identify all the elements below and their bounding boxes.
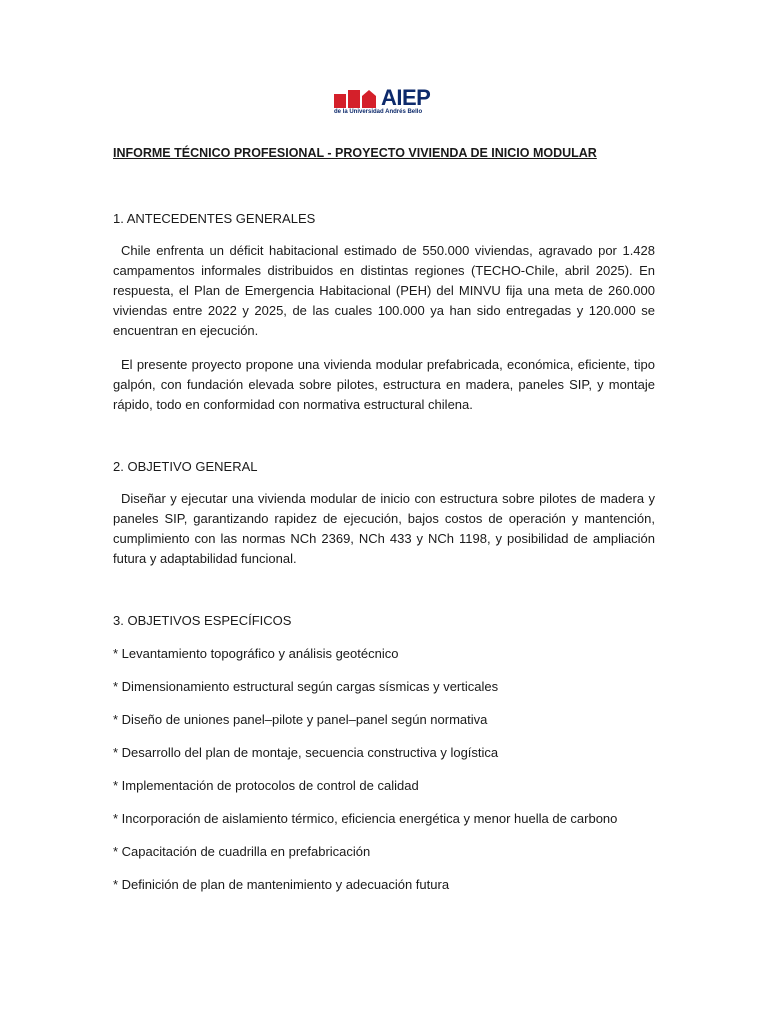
section-heading-antecedentes: 1. ANTECEDENTES GENERALES bbox=[113, 211, 316, 226]
list-item: * Levantamiento topográfico y análisis geotécnico bbox=[113, 646, 399, 661]
logo-subtitle: de la Universidad Andrés Bello bbox=[334, 109, 423, 115]
section-heading-objetivo-general: 2. OBJETIVO GENERAL bbox=[113, 459, 258, 474]
list-item: * Desarrollo del plan de montaje, secuencia constructiva y logística bbox=[113, 745, 499, 760]
list-item: * Dimensionamiento estructural según cargas sísmicas y verticales bbox=[113, 679, 499, 694]
aiep-logo-mark-icon bbox=[334, 88, 378, 108]
document-body bbox=[113, 138, 655, 895]
list-item: * Definición de plan de mantenimiento y adecuación futura bbox=[113, 877, 450, 892]
section-heading-objetivos-especificos: 3. OBJETIVOS ESPECÍFICOS bbox=[113, 613, 292, 628]
paragraph: Chile enfrenta un déficit habitacional estimado de 550.000 viviendas, agravado por 1.428 campamentos informales distribuidos en distintas regiones (TECHO-Chile, abril 2025). En respuesta, el Plan de Emergencia Habitacional (PEH) del MINVU fija una meta de 260.000 viviendas entre 2022 y 2025, de las cuales 100.000 ya han sido entregadas y 120.000 se encuentran en ejecución. bbox=[113, 243, 655, 338]
logo-wordmark: AIEP bbox=[381, 85, 431, 110]
paragraph: El presente proyecto propone una vivienda modular prefabricada, económica, eficiente, tipo galpón, con fundación elevada sobre pilotes, estructura en madera, paneles SIP, y montaje rápido, todo en conformidad con normativa estructural chilena. bbox=[113, 357, 655, 412]
list-item: * Diseño de uniones panel–pilote y panel–panel según normativa bbox=[113, 712, 488, 727]
list-item: * Implementación de protocolos de control de calidad bbox=[113, 778, 419, 793]
paragraph: Diseñar y ejecutar una vivienda modular de inicio con estructura sobre pilotes de madera y paneles SIP, garantizando rapidez de ejecución, bajos costos de operación y mantención, cumplimiento con las normas NCh 2369, NCh 433 y NCh 1198, y posibilidad de ampliación futura y adaptabilidad funcional. bbox=[113, 491, 655, 566]
list-item: * Capacitación de cuadrilla en prefabricación bbox=[113, 844, 371, 859]
list-item: * Incorporación de aislamiento térmico, eficiencia energética y menor huella de carbono bbox=[113, 811, 618, 826]
document-title: INFORME TÉCNICO PROFESIONAL - PROYECTO VIVIENDA DE INICIO MODULAR bbox=[113, 146, 597, 160]
aiep-logo bbox=[334, 86, 444, 130]
